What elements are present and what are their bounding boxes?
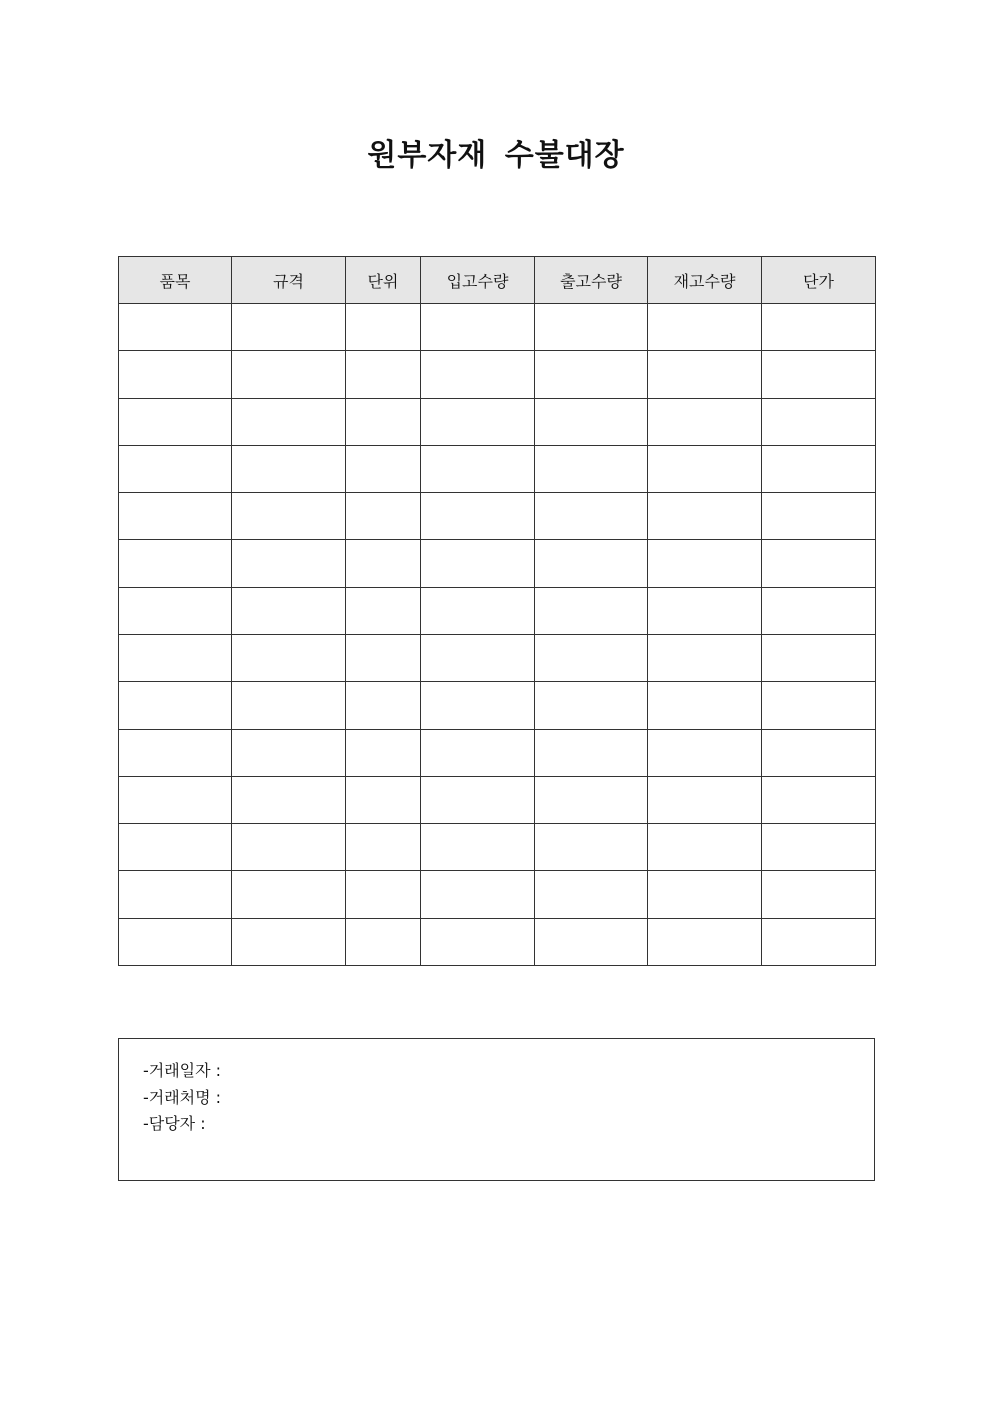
table-row xyxy=(119,682,876,729)
table-cell[interactable] xyxy=(119,351,232,398)
table-cell[interactable] xyxy=(648,587,762,634)
table-cell[interactable] xyxy=(648,398,762,445)
table-cell[interactable] xyxy=(346,634,421,681)
table-cell[interactable] xyxy=(119,634,232,681)
table-cell[interactable] xyxy=(762,445,876,492)
table-row xyxy=(119,445,876,492)
table-cell[interactable] xyxy=(762,493,876,540)
table-cell[interactable] xyxy=(762,824,876,871)
table-row xyxy=(119,824,876,871)
table-cell[interactable] xyxy=(232,682,346,729)
table-cell[interactable] xyxy=(421,493,535,540)
table-cell[interactable] xyxy=(346,398,421,445)
table-cell[interactable] xyxy=(421,304,535,351)
table-cell[interactable] xyxy=(762,304,876,351)
ledger-table xyxy=(118,256,876,966)
table-cell[interactable] xyxy=(648,540,762,587)
column-header-issued-qty: 출고수량 xyxy=(535,257,648,304)
table-cell[interactable] xyxy=(535,445,648,492)
table-cell[interactable] xyxy=(762,776,876,823)
table-row xyxy=(119,634,876,681)
column-header-received-qty: 입고수량 xyxy=(421,257,535,304)
table-cell[interactable] xyxy=(346,540,421,587)
column-header-spec: 규격 xyxy=(232,257,346,304)
table-cell[interactable] xyxy=(535,304,648,351)
table-cell[interactable] xyxy=(648,776,762,823)
table-cell[interactable] xyxy=(762,918,876,965)
table-cell[interactable] xyxy=(346,493,421,540)
table-cell[interactable] xyxy=(346,304,421,351)
table-cell[interactable] xyxy=(648,304,762,351)
table-cell[interactable] xyxy=(232,634,346,681)
table-cell[interactable] xyxy=(421,871,535,918)
table-cell[interactable] xyxy=(119,304,232,351)
table-cell[interactable] xyxy=(762,351,876,398)
trade-date-label: -거래일자 : xyxy=(143,1061,222,1080)
table-cell[interactable] xyxy=(119,776,232,823)
table-cell[interactable] xyxy=(232,398,346,445)
transaction-info-box xyxy=(118,1038,875,1181)
table-cell[interactable] xyxy=(346,587,421,634)
table-cell[interactable] xyxy=(535,729,648,776)
table-row xyxy=(119,304,876,351)
table-cell[interactable] xyxy=(648,824,762,871)
table-cell[interactable] xyxy=(232,493,346,540)
table-cell[interactable] xyxy=(232,871,346,918)
table-cell[interactable] xyxy=(232,540,346,587)
table-cell[interactable] xyxy=(119,587,232,634)
table-cell[interactable] xyxy=(421,540,535,587)
transaction-info-lines xyxy=(143,1058,221,1138)
manager-label: -담당자 : xyxy=(143,1114,206,1133)
table-cell[interactable] xyxy=(421,445,535,492)
trade-partner-label: -거래처명 : xyxy=(143,1087,222,1107)
table-cell[interactable] xyxy=(648,682,762,729)
table-cell[interactable] xyxy=(119,540,232,587)
table-cell[interactable] xyxy=(762,729,876,776)
table-cell[interactable] xyxy=(648,634,762,681)
column-header-unit-price: 단가 xyxy=(762,257,876,304)
table-cell[interactable] xyxy=(535,918,648,965)
table-cell[interactable] xyxy=(648,445,762,492)
table-cell[interactable] xyxy=(535,871,648,918)
table-cell[interactable] xyxy=(421,729,535,776)
table-cell[interactable] xyxy=(346,682,421,729)
table-cell[interactable] xyxy=(421,587,535,634)
table-cell[interactable] xyxy=(232,587,346,634)
table-cell[interactable] xyxy=(119,918,232,965)
table-cell[interactable] xyxy=(232,918,346,965)
table-cell[interactable] xyxy=(346,729,421,776)
table-cell[interactable] xyxy=(119,871,232,918)
table-cell[interactable] xyxy=(119,445,232,492)
table-cell[interactable] xyxy=(232,445,346,492)
table-cell[interactable] xyxy=(421,776,535,823)
table-cell[interactable] xyxy=(762,871,876,918)
column-header-item: 품목 xyxy=(119,257,232,304)
table-cell[interactable] xyxy=(762,682,876,729)
table-cell[interactable] xyxy=(346,824,421,871)
table-row xyxy=(119,776,876,823)
table-cell[interactable] xyxy=(648,871,762,918)
table-cell[interactable] xyxy=(346,918,421,965)
table-cell[interactable] xyxy=(232,729,346,776)
table-cell[interactable] xyxy=(346,445,421,492)
header-row xyxy=(119,257,876,304)
table-cell[interactable] xyxy=(762,398,876,445)
table-cell[interactable] xyxy=(346,776,421,823)
column-header-unit: 단위 xyxy=(346,257,421,304)
table-cell[interactable] xyxy=(535,493,648,540)
table-cell[interactable] xyxy=(535,351,648,398)
table-cell[interactable] xyxy=(648,493,762,540)
table-row xyxy=(119,493,876,540)
column-header-stock-qty: 재고수량 xyxy=(648,257,762,304)
table-row xyxy=(119,398,876,445)
table-cell[interactable] xyxy=(535,540,648,587)
table-cell[interactable] xyxy=(346,871,421,918)
table-cell[interactable] xyxy=(119,824,232,871)
table-cell[interactable] xyxy=(762,587,876,634)
table-cell[interactable] xyxy=(648,729,762,776)
table-cell[interactable] xyxy=(232,304,346,351)
table-cell[interactable] xyxy=(421,398,535,445)
table-cell[interactable] xyxy=(535,398,648,445)
table-cell[interactable] xyxy=(232,776,346,823)
table-cell[interactable] xyxy=(762,634,876,681)
table-cell[interactable] xyxy=(762,540,876,587)
table-row xyxy=(119,587,876,634)
table-cell[interactable] xyxy=(648,918,762,965)
table-cell[interactable] xyxy=(535,634,648,681)
ledger-body xyxy=(119,304,876,966)
table-cell[interactable] xyxy=(421,918,535,965)
table-cell[interactable] xyxy=(535,682,648,729)
table-cell[interactable] xyxy=(119,729,232,776)
table-cell[interactable] xyxy=(232,824,346,871)
table-row xyxy=(119,540,876,587)
table-cell[interactable] xyxy=(346,351,421,398)
page-title: 원부자재 수불대장 xyxy=(367,138,625,173)
table-cell[interactable] xyxy=(535,587,648,634)
table-cell[interactable] xyxy=(648,351,762,398)
table-cell[interactable] xyxy=(119,682,232,729)
table-cell[interactable] xyxy=(421,682,535,729)
table-cell[interactable] xyxy=(421,351,535,398)
table-cell[interactable] xyxy=(535,776,648,823)
table-row xyxy=(119,871,876,918)
table-cell[interactable] xyxy=(119,398,232,445)
table-row xyxy=(119,918,876,965)
table-cell[interactable] xyxy=(232,351,346,398)
table-cell[interactable] xyxy=(421,824,535,871)
table-cell[interactable] xyxy=(421,634,535,681)
table-row xyxy=(119,729,876,776)
table-row xyxy=(119,351,876,398)
table-cell[interactable] xyxy=(119,493,232,540)
table-cell[interactable] xyxy=(535,824,648,871)
